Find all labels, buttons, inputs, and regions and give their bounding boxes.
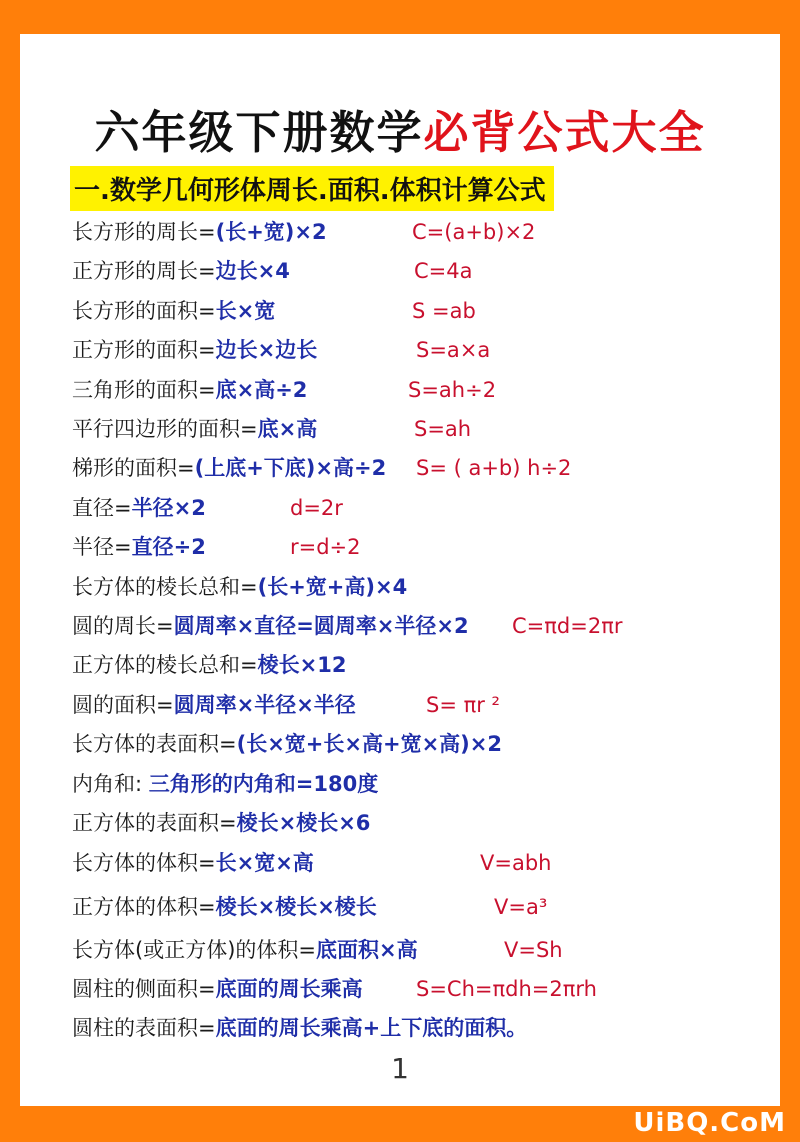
formula-row (72, 494, 206, 522)
formula-value: (长+宽+高)×4 (257, 575, 408, 599)
formula-label: 长方体的体积= (72, 851, 216, 875)
formula-row (72, 770, 378, 798)
page-title (20, 96, 780, 161)
formula-row (72, 415, 317, 443)
formula-symbol: V=abh (480, 851, 552, 875)
formula-row (72, 730, 502, 758)
title-red-part: 必背公式大全 (423, 106, 706, 159)
formula-symbol: V=a³ (494, 895, 548, 919)
formula-value: (长+宽)×2 (215, 220, 327, 244)
formula-value: 棱长×棱长×6 (236, 811, 371, 835)
formula-label: 长方体的表面积= (72, 732, 237, 756)
watermark-logo: UiBQ.CoM (633, 1108, 786, 1138)
formula-value: 底面积×高 (315, 938, 418, 962)
formula-label: 半径= (72, 535, 132, 559)
document-page (20, 34, 780, 1106)
formula-symbol: V=Sh (504, 938, 563, 962)
formula-value: 边长×边长 (215, 338, 318, 362)
formula-symbol: S= ( a+b) h÷2 (416, 456, 572, 480)
formula-value: 直径÷2 (131, 535, 206, 559)
formula-value: 底×高÷2 (215, 378, 308, 402)
formula-label: 圆柱的表面积= (72, 1016, 216, 1040)
formula-value: 半径×2 (131, 496, 206, 520)
formula-label: 正方形的周长= (72, 259, 216, 283)
formula-label: 圆柱的侧面积= (72, 977, 216, 1001)
formula-label: 内角和: (72, 772, 149, 796)
formula-value: 边长×4 (215, 259, 290, 283)
formula-symbol: d=2r (290, 496, 343, 520)
formula-symbol: S=Ch=πdh=2πrh (416, 977, 597, 1001)
formula-value: 三角形的内角和=180度 (148, 772, 379, 796)
formula-row (72, 573, 407, 601)
formula-symbol: S =ab (412, 299, 476, 323)
formula-row (72, 691, 356, 719)
formula-label: 圆的周长= (72, 614, 174, 638)
formula-row (72, 533, 206, 561)
page-number: 1 (391, 1052, 409, 1085)
formula-label: 梯形的面积= (72, 456, 195, 480)
formula-value: 底×高 (257, 417, 318, 441)
formula-symbol: S=ah (414, 417, 472, 441)
formula-value: 棱长×棱长×棱长 (215, 895, 377, 919)
formula-row (72, 809, 370, 837)
formula-label: 直径= (72, 496, 132, 520)
formula-row (72, 1014, 527, 1042)
formula-row (72, 612, 469, 640)
formula-label: 平行四边形的面积= (72, 417, 258, 441)
title-black-part: 六年级下册数学 (94, 106, 424, 159)
formula-symbol: C=(a+b)×2 (412, 220, 536, 244)
formula-value: (上底+下底)×高÷2 (194, 456, 387, 480)
formula-row (72, 936, 418, 964)
formula-symbol: S= πr ² (426, 693, 500, 717)
formula-row (72, 297, 275, 325)
formula-row (72, 849, 314, 877)
formula-value: 长×宽×高 (215, 851, 314, 875)
formula-row (72, 651, 346, 679)
section-heading: 一.数学几何形体周长.面积.体积计算公式 (70, 166, 554, 211)
formula-label: 长方形的周长= (72, 220, 216, 244)
formula-label: 长方体(或正方体)的体积= (72, 938, 316, 962)
formula-label: 正方体的体积= (72, 895, 216, 919)
formula-row (72, 975, 363, 1003)
formula-symbol: C=4a (414, 259, 473, 283)
formula-value: 圆周率×半径×半径 (173, 693, 356, 717)
formula-label: 长方形的面积= (72, 299, 216, 323)
formula-row (72, 218, 327, 246)
formula-row (72, 257, 290, 285)
formula-label: 正方体的表面积= (72, 811, 237, 835)
formula-value: 棱长×12 (257, 653, 347, 677)
formula-symbol: C=πd=2πr (512, 614, 623, 638)
formula-value: (长×宽+长×高+宽×高)×2 (236, 732, 502, 756)
formula-value: 底面的周长乘高+上下底的面积。 (215, 1016, 528, 1040)
formula-row (72, 893, 377, 921)
formula-value: 圆周率×直径=圆周率×半径×2 (173, 614, 469, 638)
formula-symbol: S=ah÷2 (408, 378, 497, 402)
formula-label: 圆的面积= (72, 693, 174, 717)
formula-value: 底面的周长乘高 (215, 977, 363, 1001)
formula-label: 三角形的面积= (72, 378, 216, 402)
formula-value: 长×宽 (215, 299, 276, 323)
formula-label: 正方形的面积= (72, 338, 216, 362)
formula-symbol: S=a×a (416, 338, 491, 362)
formula-row (72, 336, 317, 364)
formula-symbol: r=d÷2 (290, 535, 361, 559)
formula-label: 长方体的棱长总和= (72, 575, 258, 599)
formula-row (72, 376, 307, 404)
formula-label: 正方体的棱长总和= (72, 653, 258, 677)
formula-row (72, 454, 386, 482)
